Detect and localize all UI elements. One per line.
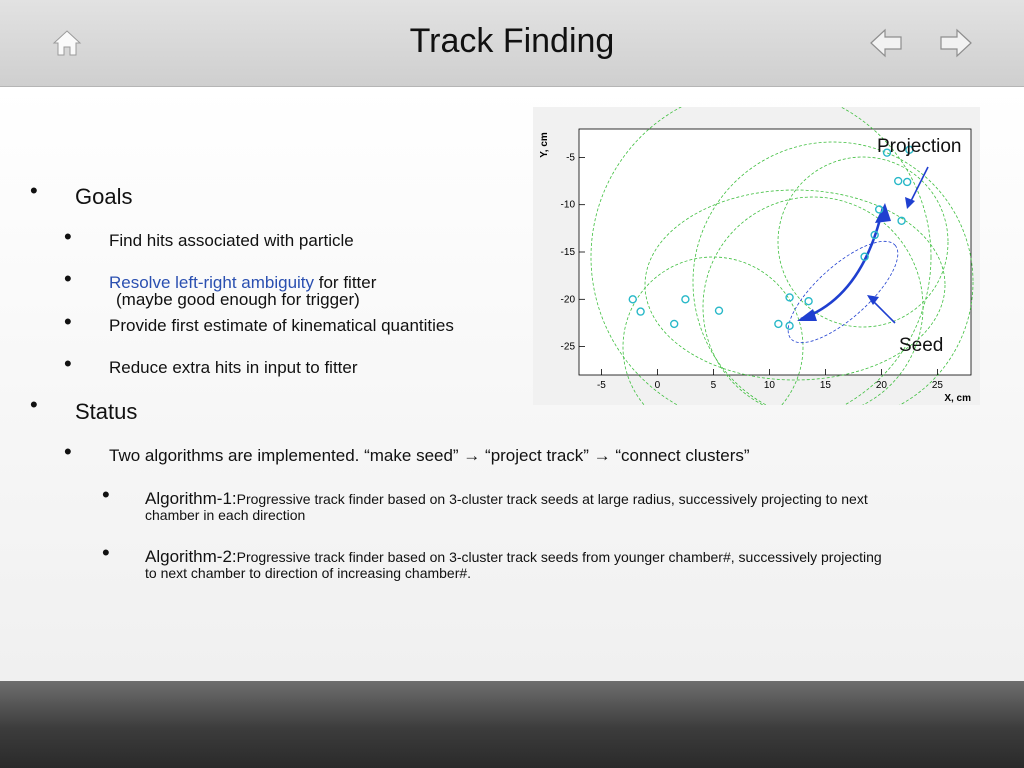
next-arrow-icon[interactable] xyxy=(938,26,974,60)
algorithm-desc: Progressive track finder based on 3-cluster track seeds at large radius, successively projecting to next xyxy=(236,491,868,507)
goal-item: Resolve left-right ambiguity for fitter xyxy=(109,273,377,292)
bullet: • xyxy=(102,540,110,565)
bullet: • xyxy=(64,309,72,334)
status-intro: Two algorithms are implemented. “make seed” → “project track” → “connect clusters” xyxy=(109,446,750,465)
slide-footer xyxy=(0,681,1024,768)
bullet: • xyxy=(64,351,72,376)
x-axis-label: X, cm xyxy=(944,393,971,404)
projection-label: Projection xyxy=(877,136,962,157)
y-tick-label: -20 xyxy=(560,294,575,306)
previous-arrow-icon[interactable] xyxy=(868,26,904,60)
goal-item: Reduce extra hits in input to fitter xyxy=(109,358,358,377)
y-tick-label: -5 xyxy=(566,152,575,164)
slide-header xyxy=(0,0,1024,87)
algorithm-item xyxy=(145,547,882,567)
algorithm-name: Algorithm-1: xyxy=(145,489,237,508)
goals-heading: Goals xyxy=(75,184,133,209)
goal-item: Provide first estimate of kinematical quantities xyxy=(109,316,454,335)
y-tick-label: -25 xyxy=(560,341,575,353)
y-tick-label: -15 xyxy=(560,247,575,258)
y-axis-label: Y, cm xyxy=(539,132,550,158)
algorithm-name: Algorithm-2: xyxy=(145,547,237,566)
status-heading: Status xyxy=(75,399,138,424)
bullet: • xyxy=(102,482,110,507)
algorithm-desc: chamber in each direction xyxy=(145,507,306,523)
seed-label: Seed xyxy=(899,335,944,356)
x-tick-label: 0 xyxy=(654,380,661,391)
slide-title: Track Finding xyxy=(409,22,615,60)
bullet: • xyxy=(64,439,72,464)
algorithm-desc: Progressive track finder based on 3-cluster track seeds from younger chamber#, successively projecting xyxy=(236,549,882,565)
x-tick-label: 15 xyxy=(819,380,831,391)
algorithm-desc: to next chamber to direction of increasing chamber#. xyxy=(145,565,472,581)
x-tick-label: 5 xyxy=(710,380,717,391)
bullet: • xyxy=(30,392,38,417)
x-tick-label: 10 xyxy=(763,380,775,391)
bullet: • xyxy=(64,266,72,291)
goal-item-note: (maybe good enough for trigger) xyxy=(116,290,360,309)
y-tick-label: -10 xyxy=(560,199,575,211)
x-tick-label: 20 xyxy=(875,380,887,391)
bullet: • xyxy=(30,178,38,203)
link-text[interactable]: Resolve left-right ambiguity xyxy=(109,273,315,292)
algorithm-item xyxy=(145,489,868,509)
x-tick-label: -5 xyxy=(596,380,606,391)
goal-item: Find hits associated with particle xyxy=(109,231,354,250)
x-tick-label: 25 xyxy=(931,380,943,391)
bullet: • xyxy=(64,224,72,249)
